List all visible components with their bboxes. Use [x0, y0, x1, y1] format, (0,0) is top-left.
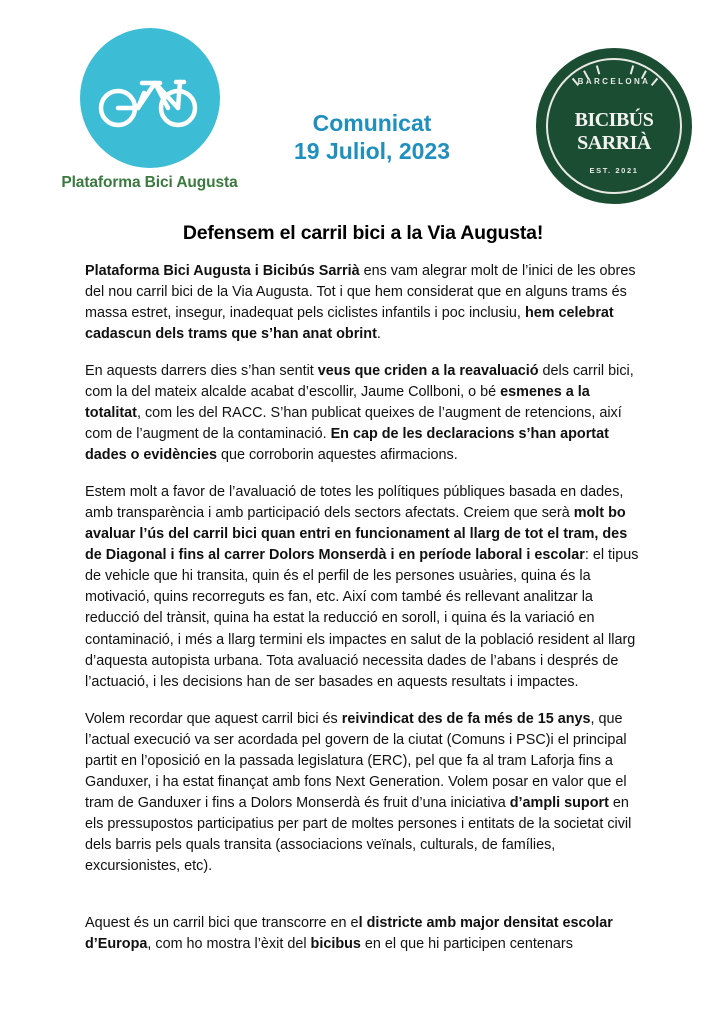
document-heading: Defensem el carril bici a la Via Augusta! [182, 222, 544, 244]
body-text: en el que hi participen centenars [360, 935, 573, 952]
document-body [85, 222, 641, 971]
plataforma-bici-augusta-logo [42, 28, 257, 192]
body-text: dels carril bici, com la del mateix alcalde acabat d’escollir, Jaume Collboni, o bé [85, 363, 634, 401]
body-text: : el tipus de vehicle que hi transita, quin és el perfil de les persones usuàries, quina és la motivació, quins recorreguts es fan, etc. Així com també és rellevant analitzar la reducció del trànsit, quina ha estat la reducció en soroll, i quina és la variació en contaminació, i més a llarg termini els impactes en salut de la població resident al llarg d’aquesta autopista urbana. Tota avaluació necessita dades de l’abans i després de l’actuació, i les decisions han de ser basades en aquests resultats i impactes. [85, 547, 639, 690]
emphasis-text: En cap de les declaracions s’han aportat dades o evidències [85, 426, 609, 464]
body-text: Aquest és un carril bici que transcorre en e [85, 914, 359, 931]
comunicat-title [262, 110, 482, 165]
paragraph [85, 913, 641, 955]
emphasis-text: molt bo avaluar l’ús del carril bici quan entri en funcionament al llarg de tot el tram, des de Diagonal i fins al carrer Dolors Monserdà i en període laboral i escolar [85, 505, 628, 564]
bicycle-icon [98, 66, 202, 130]
body-text: En aquests darrers dies s’han sentit [85, 363, 318, 380]
bicibus-sarria-logo [536, 48, 692, 204]
body-text: Estem molt a favor de l’avaluació de totes les polítiques públiques basada en dades, amb transparència i amb participació dels sectors afectats. Creiem que serà [85, 484, 624, 522]
body-text: en els pressupostos participatius per part de moltes persones i entitats de la societat civil dels barris pels quals transita (associacions veïnals, culturals, de famílies, excursionistes, etc). [85, 794, 632, 874]
badge-bottom-text: EST. 2021 [589, 166, 639, 175]
emphasis-text: veus que criden a la reavaluació [317, 363, 539, 380]
comunicat-label: Comunicat [312, 110, 432, 136]
body-text: ens vam alegrar molt de l’inici de les obres del nou carril bici de la Via Augusta. Tot i que hem considerat que en alguns trams és massa estret, insegur, inadequat pels ciclistes infantils i poc inclusiu, [85, 263, 636, 322]
body-text: , com ho mostra l’èxit del [147, 935, 311, 952]
paragraph-spacer [85, 893, 641, 913]
body-text: , com les del RACC. S’han publicat queixes de l’augment de retencions, així com de l’augment de la contaminació. [85, 405, 622, 443]
paragraph-container [85, 261, 641, 955]
badge-top-text: BARCELONA [577, 77, 651, 86]
body-text: que corroborin aquestes afirmacions. [216, 447, 458, 464]
bicibus-badge [536, 48, 692, 204]
emphasis-text: esmenes a la totalitat [85, 384, 590, 422]
emphasis-text: l districte amb major densitat escolar d’Europa [85, 914, 613, 952]
emphasis-text: reivindicat des de fa més de 15 anys [341, 710, 591, 727]
body-text: , que l’actual execució va ser acordada pel govern de la ciutat (Comuns i PSC)i el principal partit en l’oposició en la passada legislatura (ERC), pel que fa al tram Laforja fins a Ganduxer, i ha estat finançat amb fons Next Generation. Volem posar en valor que el tram de Ganduxer i fins a Dolors Monserdà és fruit d’una iniciativa [85, 710, 627, 811]
badge-main-text: BICIBÚS SARRIÀ [574, 109, 654, 154]
paragraph [85, 482, 641, 692]
bicycle-badge [80, 28, 220, 168]
body-text: . [376, 326, 381, 343]
comunicat-date: 19 Juliol, 2023 [294, 137, 450, 164]
emphasis-text: bicibus [310, 935, 361, 952]
emphasis-text: Plataforma Bici Augusta i Bicibús Sarrià [85, 263, 360, 279]
document-header [0, 0, 724, 210]
emphasis-text: hem celebrat cadascun dels trams que s’han anat obrint [85, 305, 614, 343]
paragraph [85, 709, 641, 877]
body-text: Volem recordar que aquest carril bici és [85, 710, 342, 727]
emphasis-text: d’ampli suport [509, 794, 609, 811]
paragraph [85, 361, 641, 466]
left-logo-caption: Plataforma Bici Augusta [61, 174, 238, 191]
paragraph [85, 261, 641, 345]
